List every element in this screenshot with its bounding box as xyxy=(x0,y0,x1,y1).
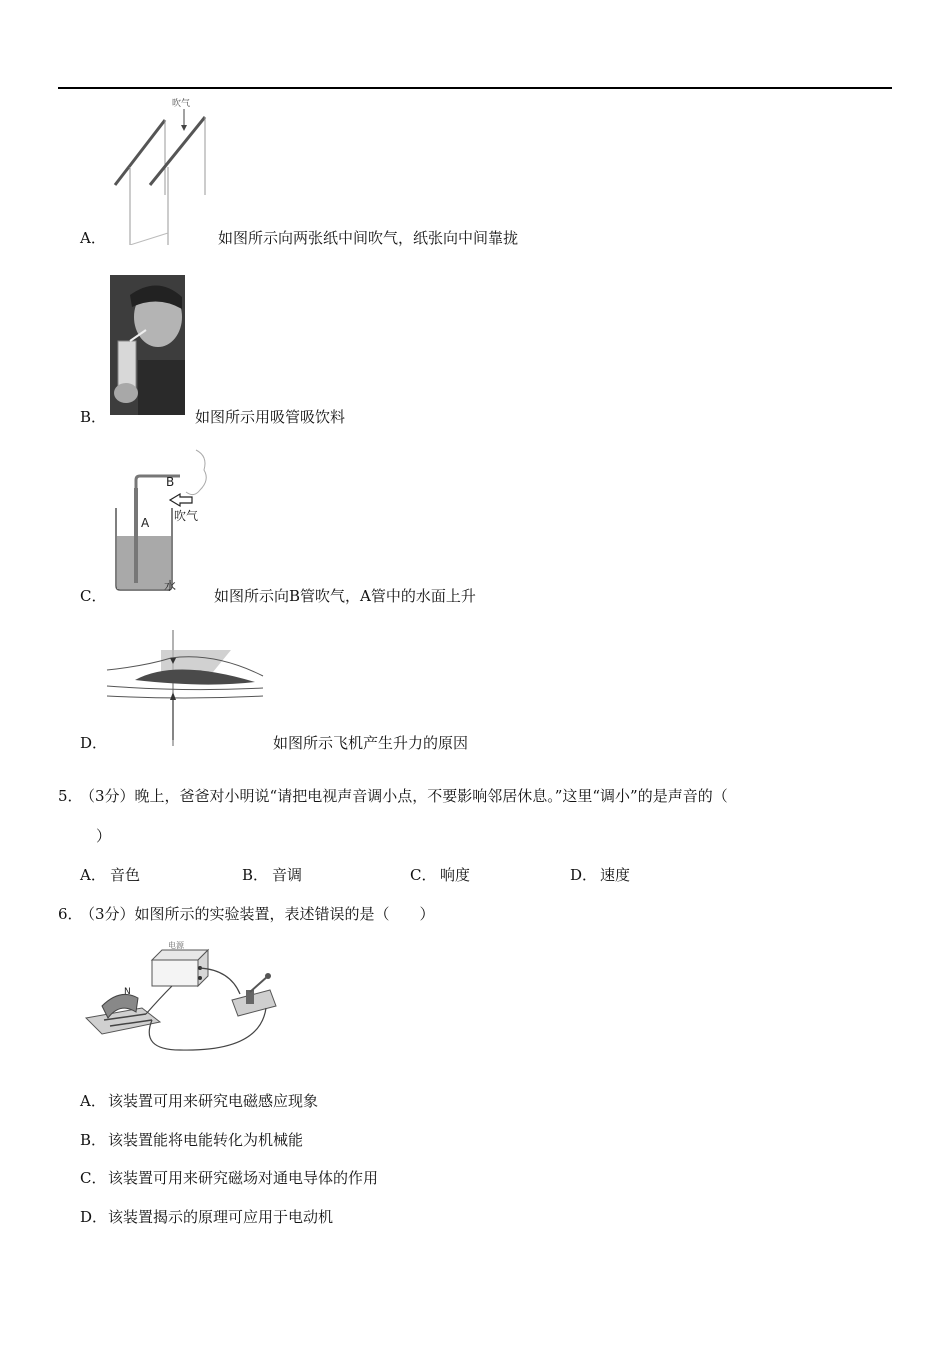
option-b-text: 如图所示用吸管吸饮料 xyxy=(195,408,346,426)
figure-label-water: 水 xyxy=(164,579,177,593)
figure-beaker-tubes xyxy=(108,448,218,593)
q5-choice-d: 速度 xyxy=(600,866,631,884)
q6-choice-c-letter: C． xyxy=(80,1169,107,1187)
q6-choice-b-letter: B． xyxy=(80,1131,107,1149)
figure-boy-straw xyxy=(110,275,185,415)
q6-choice-a: 该装置可用来研究电磁感应现象 xyxy=(108,1092,319,1110)
q6-text: （3分）如图所示的实验装置，表述错误的是（ ） xyxy=(80,905,435,923)
figure-label-power: 电源 xyxy=(168,941,184,950)
figure-label-b: B xyxy=(166,475,175,489)
figure-label-a: A xyxy=(141,516,150,530)
q6-choice-d-letter: D． xyxy=(80,1208,108,1226)
q6-choice-c: 该装置可用来研究磁场对通电导体的作用 xyxy=(108,1169,379,1187)
q5-text-cont: ） xyxy=(96,827,112,845)
q5-choice-a: 音色 xyxy=(110,866,141,884)
q6-choice-d: 该装置揭示的原理可应用于电动机 xyxy=(108,1208,334,1226)
q5-number: 5． xyxy=(58,787,83,805)
option-d-text: 如图所示飞机产生升力的原因 xyxy=(273,734,469,752)
figure-label-blow: 吹气 xyxy=(172,99,191,109)
q6-choice-b: 该装置能将电能转化为机械能 xyxy=(108,1131,304,1149)
figure-wing-lift xyxy=(105,628,265,748)
option-b-letter: B． xyxy=(80,408,107,426)
header-rule xyxy=(58,87,892,89)
q5-choice-a-letter: A． xyxy=(80,866,106,884)
option-a-letter: A． xyxy=(80,229,106,247)
q5-choice-d-letter: D． xyxy=(570,866,598,884)
figure-motor-apparatus xyxy=(80,938,280,1056)
option-d-letter: D． xyxy=(80,734,108,752)
q5-text: （3分）晚上，爸爸对小明说“请把电视声音调小点，不要影响邻居休息。”这里“调小”的是声音的（ xyxy=(80,787,728,805)
q6-choice-a-letter: A． xyxy=(80,1092,106,1110)
q5-choice-b-letter: B． xyxy=(242,866,269,884)
q5-choice-c-letter: C． xyxy=(410,866,437,884)
option-c-text: 如图所示向B管吹气，A管中的水面上升 xyxy=(214,587,476,605)
option-a-text: 如图所示向两张纸中间吹气，纸张向中间靠拢 xyxy=(218,229,519,247)
q5-choice-b: 音调 xyxy=(272,866,303,884)
q6-number: 6． xyxy=(58,905,83,923)
figure-label-blow-c: 吹气 xyxy=(174,509,199,523)
figure-label-n: N xyxy=(124,987,131,997)
figure-paper-blowing xyxy=(100,95,220,245)
q5-choice-c: 响度 xyxy=(440,866,471,884)
option-c-letter: C． xyxy=(80,587,107,605)
